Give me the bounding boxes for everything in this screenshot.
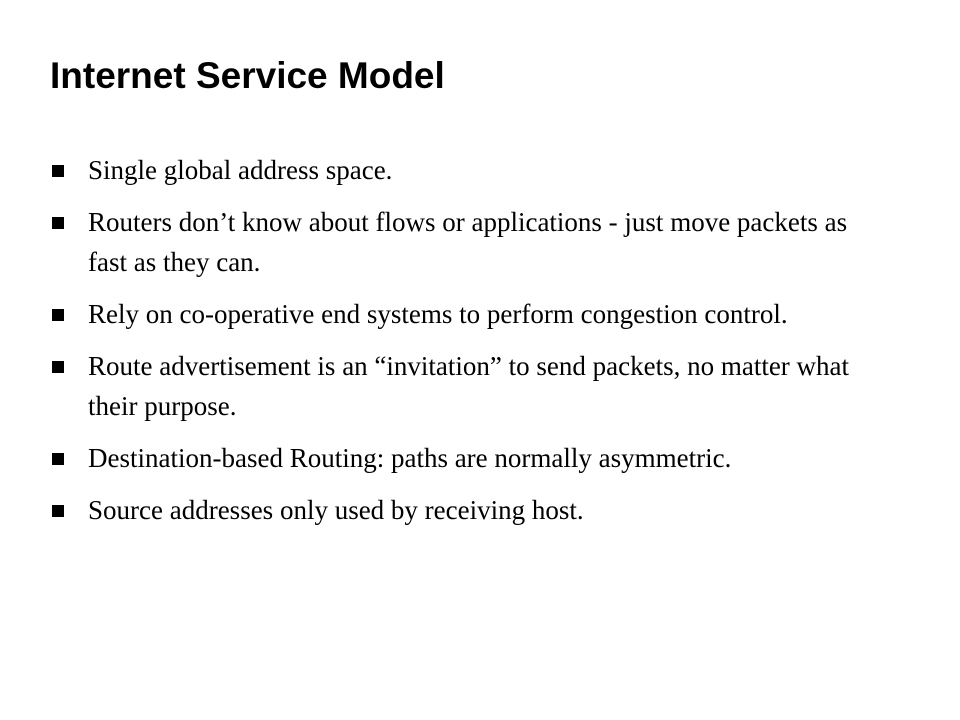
- bullet-item: [52, 150, 852, 190]
- bullet-text: Rely on co-operative end systems to perform congestion control.: [88, 299, 788, 329]
- square-bullet-icon: [52, 505, 64, 517]
- square-bullet-icon: [52, 217, 64, 229]
- bullet-text: Single global address space.: [88, 155, 393, 185]
- square-bullet-icon: [52, 309, 64, 321]
- square-bullet-icon: [52, 361, 64, 373]
- bullet-item: [52, 294, 852, 334]
- bullet-text: Source addresses only used by receiving host.: [88, 495, 584, 525]
- square-bullet-icon: [52, 453, 64, 465]
- bullet-item: [52, 438, 852, 478]
- bullet-item: [52, 346, 852, 426]
- bullet-item: [52, 202, 852, 282]
- slide-title: Internet Service Model: [50, 55, 445, 96]
- bullet-text: Routers don’t know about flows or applications - just move packets as fast as they can.: [88, 207, 848, 277]
- bullet-text: Destination-based Routing: paths are normally asymmetric.: [88, 443, 732, 473]
- bullet-list: [52, 150, 852, 542]
- bullet-item: [52, 490, 852, 530]
- square-bullet-icon: [52, 165, 64, 177]
- bullet-text: Route advertisement is an “invitation” to send packets, no matter what their purpose.: [88, 351, 850, 421]
